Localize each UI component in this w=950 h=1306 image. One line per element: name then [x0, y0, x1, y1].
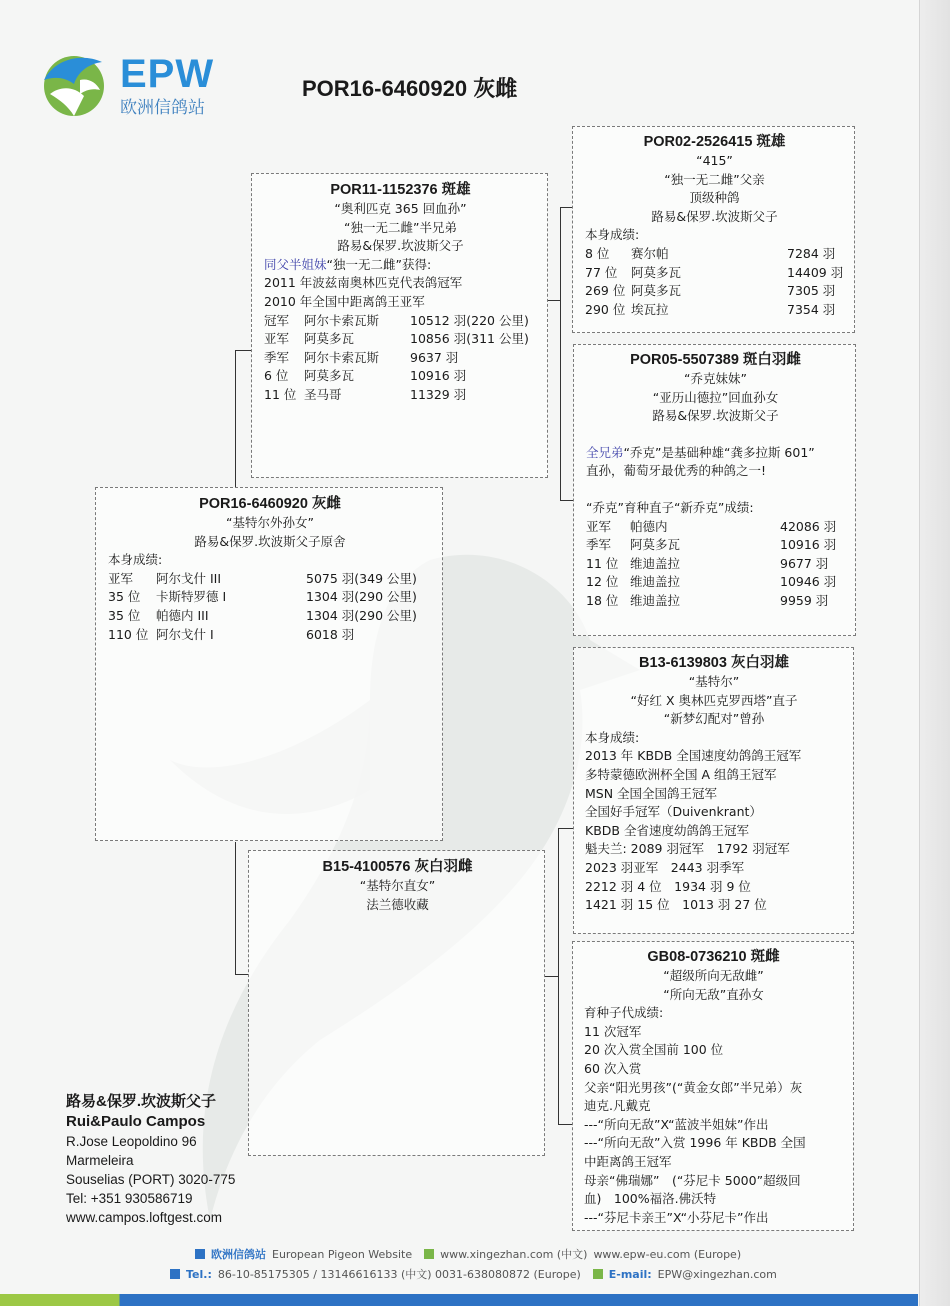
- blue-square-icon: [195, 1249, 205, 1259]
- achievement: 1421 羽 15 位 1013 羽 27 位: [585, 897, 767, 913]
- ring-number: POR11-1152376 斑雄: [330, 182, 471, 198]
- result-row: 12 位 维迪盖拉 10946 羽: [586, 574, 837, 590]
- result-row: 11 位 维迪盖拉 9677 羽: [586, 555, 829, 571]
- footer-line-2: [170, 1266, 777, 1282]
- breeder-phone: Tel: +351 930586719: [66, 1191, 193, 1206]
- results-label: 本身成绩:: [585, 729, 640, 745]
- page-title: POR16-6460920 灰雌: [302, 76, 518, 101]
- description-line: “奥利匹克 365 回血孙”: [334, 201, 467, 216]
- green-square-icon: [424, 1249, 434, 1259]
- connector-line: [558, 1124, 572, 1125]
- pigeon-logo-icon: [40, 50, 106, 120]
- sibling-line-2: 直孙，葡萄牙最优秀的种鸽之一!: [586, 463, 767, 479]
- achievement: ---“芬尼卡亲王”X“小芬尼卡”作出: [584, 1209, 769, 1225]
- ring-number: GB08-0736210 斑雌: [647, 949, 780, 965]
- achievement: 全国好手冠军（Duivenkrant）: [585, 804, 762, 820]
- achievement: 中距离鸽王冠军: [584, 1153, 672, 1169]
- ring-number: B13-6139803 灰白羽雄: [639, 655, 789, 671]
- result-row: 亚军 阿尔戈什 III 5075 羽(349 公里): [108, 570, 417, 586]
- description-line: “乔克妹妹”: [684, 371, 747, 386]
- sibling-label: 全兄弟: [586, 444, 624, 460]
- results-label: 育种子代成绩:: [584, 1005, 664, 1021]
- connector-line: [560, 500, 573, 501]
- description-line: “415”: [696, 153, 733, 168]
- achievement: KBDB 全省速度幼鸽鸽王冠军: [585, 822, 749, 838]
- achievement: 魁夫兰: 2089 羽冠军 1792 羽冠军: [585, 841, 790, 857]
- green-square-icon: [593, 1269, 603, 1279]
- ring-number: POR16-6460920 灰雌: [199, 496, 341, 512]
- sire-card: [251, 173, 548, 478]
- achievement: 2013 年 KBDB 全国速度幼鸽鸽王冠军: [585, 748, 802, 764]
- achievement: 血) 100%福洛.佛沃特: [584, 1191, 717, 1207]
- footer-tel-value: 86-10-85175305 / 13146616133 (中文) 0031-638080872 (Europe): [217, 1268, 581, 1281]
- breeder-name-en: Rui&Paulo Campos: [66, 1113, 206, 1130]
- achievement: ---“所向无敌”入赏 1996 年 KBDB 全国: [584, 1135, 806, 1151]
- footer-email-label: E-mail:: [608, 1267, 652, 1281]
- footer-site-cn: 欧洲信鸽站: [211, 1248, 266, 1261]
- results-label: 本身成绩:: [108, 552, 163, 568]
- description-line: “独一无二雌”父亲: [664, 171, 765, 187]
- result-row: 110 位 阿尔戈什 I 6018 羽: [108, 626, 355, 642]
- achievement: 2010 年全国中距离鸽王亚军: [264, 293, 425, 309]
- result-row: 35 位 卡斯特罗德 I 1304 羽(290 公里): [108, 589, 417, 605]
- description-line: “基特尔直女”: [359, 878, 436, 893]
- result-row: 6 位 阿莫多瓦 10916 羽: [264, 368, 467, 384]
- description-line: “新梦幻配对”曾孙: [663, 711, 765, 727]
- connector-line: [560, 207, 561, 500]
- achievement: 2212 羽 4 位 1934 羽 9 位: [585, 878, 751, 894]
- description-line: 法兰德收藏: [366, 896, 429, 912]
- connector-line: [235, 842, 236, 974]
- achievement: 2011 年波兹南奥林匹克代表鸽冠军: [264, 275, 463, 291]
- dam-sire-card: [573, 647, 854, 934]
- result-row: 季军 阿尔卡索瓦斯 9637 羽: [264, 349, 459, 365]
- achievement: 多特蒙德欧洲杯全国 A 组鸽王冠军: [585, 766, 777, 782]
- connector-line: [558, 828, 573, 829]
- address-city: Marmeleira: [66, 1153, 134, 1168]
- connector-line: [235, 974, 249, 975]
- ring-number: POR05-5507389 斑白羽雌: [630, 352, 801, 368]
- connector-line: [548, 300, 561, 301]
- description-line: 路易&保罗.坎波斯父子: [652, 408, 779, 424]
- description-line: 路易&保罗.坎波斯父子: [651, 208, 778, 224]
- page-edge: [919, 0, 950, 1306]
- description-line: “独一无二雌”半兄弟: [344, 219, 457, 235]
- result-row: 冠军 阿尔卡索瓦斯 10512 羽(220 公里): [264, 312, 529, 328]
- ring-number: POR02-2526415 斑雄: [643, 134, 786, 150]
- result-row: 290 位 埃瓦拉 7354 羽: [585, 301, 836, 317]
- footer-email-link[interactable]: EPW@xingezhan.com: [657, 1267, 777, 1281]
- sire-dam-card: [573, 344, 856, 636]
- footer-site-en: European Pigeon Website: [272, 1247, 413, 1261]
- result-row: 269 位 阿莫多瓦 7305 羽: [585, 283, 836, 299]
- result-row: 18 位 维迪盖拉 9959 羽: [586, 592, 829, 608]
- sire-sire-card: [572, 126, 855, 333]
- achievement: 母亲“佛瑞娜” (“芬尼卡 5000”超级回: [584, 1172, 801, 1188]
- dam-dam-card: [572, 941, 854, 1231]
- sibling-line: [264, 256, 537, 275]
- sibling-label: 同父半姐妹: [264, 256, 327, 272]
- connector-line: [235, 350, 236, 488]
- footer-url-eu[interactable]: www.epw-eu.com (Europe): [593, 1247, 742, 1261]
- achievement: ---“所向无敌”X“蓝波半姐妹”作出: [584, 1116, 769, 1132]
- result-row: 亚军 帕德内 42086 羽: [586, 518, 837, 534]
- address-postal: Souselias (PORT) 3020-775: [66, 1172, 236, 1187]
- description-line: 顶级种鸽: [689, 190, 740, 206]
- logo-subtitle: 欧洲信鸽站: [120, 98, 205, 118]
- results-label: “乔克”育种直子“新乔克”成绩:: [586, 499, 754, 515]
- description-line: “亚历山德拉”回血孙女: [652, 389, 779, 405]
- description-line: “基特尔外孙女”: [226, 515, 314, 530]
- achievement: 父亲“阳光男孩”(“黄金女郎”半兄弟）灰: [584, 1079, 803, 1095]
- sibling-text: “独一无二雌”获得:: [326, 256, 432, 272]
- achievement: 2023 羽亚军 2443 羽季军: [585, 859, 745, 875]
- connector-line: [545, 976, 559, 977]
- result-row: 35 位 帕德内 III 1304 羽(290 公里): [108, 607, 417, 623]
- achievement: 20 次入赏全国前 100 位: [584, 1042, 724, 1058]
- breeder-name-cn: 路易&保罗.坎波斯父子: [66, 1093, 217, 1110]
- logo-text: EPW: [120, 52, 215, 96]
- epw-logo[interactable]: [40, 50, 240, 130]
- footer-url-cn[interactable]: www.xingezhan.com (中文): [440, 1248, 588, 1261]
- achievement: 迪克.凡戴克: [584, 1098, 651, 1114]
- address-street: R.Jose Leopoldino 96: [66, 1134, 197, 1149]
- footer-line-1: [195, 1246, 741, 1262]
- blue-square-icon: [170, 1269, 180, 1279]
- result-row: 8 位 赛尔帕 7284 羽: [585, 245, 836, 261]
- breeder-website-link[interactable]: www.campos.loftgest.com: [66, 1210, 223, 1225]
- description-line: 路易&保罗.坎波斯父子原舍: [194, 533, 346, 549]
- sibling-line: [586, 444, 845, 463]
- result-row: 77 位 阿莫多瓦 14409 羽: [585, 264, 844, 280]
- breeder-contact: [66, 1092, 235, 1227]
- subject-card: [95, 487, 443, 841]
- connector-line: [235, 350, 252, 351]
- description-line: 路易&保罗.坎波斯父子: [337, 238, 464, 254]
- achievement: MSN 全国全国鸽王冠军: [585, 785, 718, 801]
- description-line: “基特尔”: [688, 674, 740, 689]
- result-row: 季军 阿莫多瓦 10916 羽: [586, 537, 837, 553]
- achievement: 60 次入赏: [584, 1060, 642, 1076]
- description-line: “超级所向无敌雌”: [663, 968, 764, 983]
- dam-card: [248, 850, 545, 1156]
- sibling-text: “乔克”是基础种雄“龚多拉斯 601”: [623, 444, 815, 460]
- results-label: 本身成绩:: [585, 227, 640, 243]
- achievement: 11 次冠军: [584, 1023, 642, 1039]
- bottom-color-strip: [0, 1294, 918, 1306]
- result-row: 亚军 阿莫多瓦 10856 羽(311 公里): [264, 331, 529, 347]
- ring-number: B15-4100576 灰白羽雌: [322, 859, 473, 875]
- description-line: “好红 X 奥林匹克罗西塔”直子: [630, 692, 798, 708]
- footer-tel-label: Tel.:: [186, 1267, 212, 1281]
- description-line: “所向无敌”直孙女: [663, 986, 764, 1002]
- result-row: 11 位 圣马哥 11329 羽: [264, 386, 467, 402]
